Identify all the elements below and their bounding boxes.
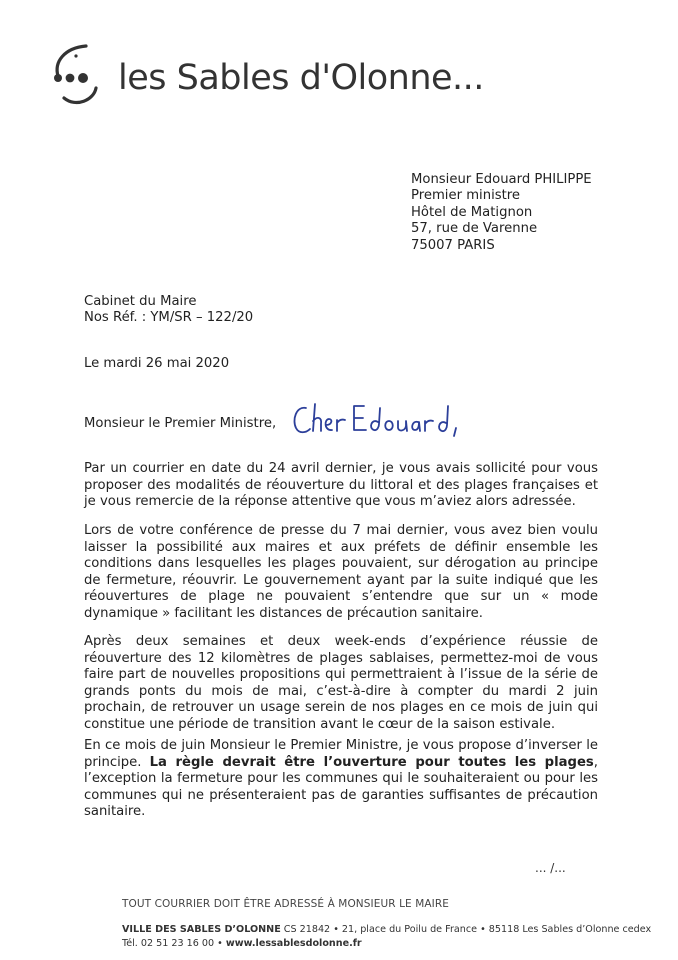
logo-wordmark: les Sables d'Olonne... bbox=[118, 58, 484, 98]
letterhead-logo bbox=[50, 42, 510, 112]
sables-dolonne-logo-mark-icon bbox=[50, 42, 100, 110]
recipient-line: Premier ministre bbox=[411, 188, 521, 204]
office-reference bbox=[84, 294, 253, 327]
footer-contact bbox=[122, 938, 362, 949]
paragraph-4-end: , l’exception la fermeture pour les communes qui le souhaiteraient ou pour les communes qui ne présenteraient pas de garanties suffisantes de précaution sanitaire. bbox=[84, 754, 598, 820]
footer-city: VILLE DES SABLES D’OLONNE bbox=[122, 924, 281, 935]
paragraph-4 bbox=[84, 738, 598, 821]
reference-number: Nos Réf. : YM/SR – 122/20 bbox=[84, 310, 254, 326]
paragraph-3: Après deux semaines et deux week-ends d’expérience réussie de réouverture des 12 kilomètres de plages sablaises, permettez-moi de vous faire part de nouvelles propositions qui permettraient à l’issue de la série de grands ponts du mois de mai, c’est-à-dire à compter du mardi 2 juin prochain, de retrouver un usage serein de nos plages en ce mois de juin qui constitue une période de transition avant le cœur de la saison estivale. bbox=[84, 634, 598, 732]
paragraph-4-start: En ce mois de juin Monsieur le Premier Ministre, je vous propose d’inverser le principe. bbox=[84, 738, 598, 770]
paragraph-2: Lors de votre conférence de presse du 7 mai dernier, vous avez bien voulu laisser la possibilité aux maires et aux préfets de définir ensemble les conditions dans lesquelles les plages pouvaient, sur dérogation au principe de fermeture, réouvrir. Le gouvernement ayant par la suite indiqué que les réouvertures de plage ne pouvaient s’entendre que sur un « mode dynamique » facilitant les distances de précaution sanitaire. bbox=[84, 523, 598, 621]
paragraph-1: Par un courrier en date du 24 avril dernier, je vous avais sollicité pour vous proposer des modalités de réouverture du littoral et des plages françaises et je vous remercie de la réponse attentive que vous m’aviez alors adressée. bbox=[84, 461, 598, 510]
recipient-address bbox=[411, 172, 592, 254]
footer-address-text: CS 21842 • 21, place du Poilu de France • 85118 Les Sables d’Olonne cedex bbox=[280, 924, 652, 935]
recipient-line: Hôtel de Matignon bbox=[411, 204, 533, 220]
recipient-line: Monsieur Edouard PHILIPPE bbox=[411, 172, 592, 187]
office-name: Cabinet du Maire bbox=[84, 294, 197, 309]
letter-date: Le mardi 26 mai 2020 bbox=[84, 356, 230, 371]
recipient-line: 57, rue de Varenne bbox=[411, 221, 538, 237]
paragraph-4-emphasis: La règle devrait être l’ouverture pour toutes les plages bbox=[149, 754, 594, 770]
footer-notice: TOUT COURRIER DOIT ÊTRE ADRESSÉ À MONSIEUR LE MAIRE bbox=[122, 898, 449, 910]
page-continuation-marker: ... /... bbox=[535, 861, 566, 875]
footer-address bbox=[122, 924, 651, 935]
footer-phone: Tél. 02 51 23 16 00 • bbox=[122, 938, 226, 949]
footer-website-link[interactable]: www.lessablesdolonne.fr bbox=[225, 938, 362, 949]
recipient-line: 75007 PARIS bbox=[411, 237, 495, 253]
handwritten-greeting bbox=[288, 398, 478, 442]
salutation: Monsieur le Premier Ministre, bbox=[84, 416, 277, 431]
